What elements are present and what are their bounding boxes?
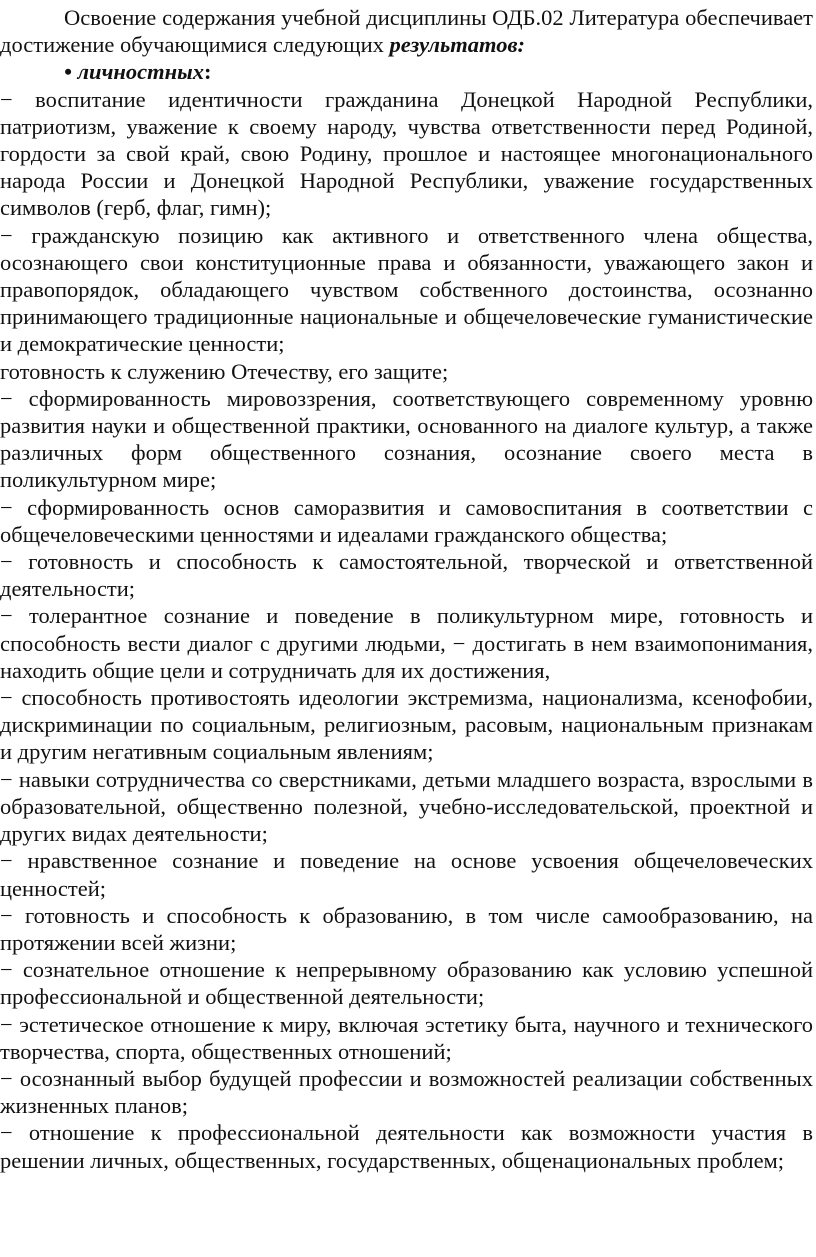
list-item: − готовность и способность к самостоятельной, творческой и ответственной деятельности; (0, 549, 813, 602)
list-item: − навыки сотрудничества со сверстниками, детьми младшего возраста, взрослыми в образовательной, общественно полезной, учебно-исследовательской, проектной и других видах деятельности; (0, 766, 813, 847)
list-item: − гражданскую позицию как активного и ответственного члена общества, осознающего свои конституционные права и обязанности, уважающего закон и правопорядок, обладающего чувством собственного достоинства, осознанно принимающего традиционные национальные и общечеловеческие гуманистические и демократические ценности; (0, 222, 813, 357)
results-list (0, 86, 813, 1174)
intro-emphasis: результатов: (389, 32, 526, 58)
section-colon: : (203, 59, 212, 85)
list-item: − осознанный выбор будущей профессии и возможностей реализации собственных жизненных планов; (0, 1065, 813, 1119)
intro-text: Освоение содержания учебной дисциплины ОДБ.02 Литература обеспечивает достижение обучающимися следующих (0, 5, 813, 58)
list-item: − способность противостоять идеологии экстремизма, национализма, ксенофобии, дискриминации по социальным, религиозным, расовым, национальным признакам и другим негативным социальным явлениям; (0, 685, 813, 765)
list-item: − нравственное сознание и поведение на основе усвоения общечеловеческих ценностей; (0, 848, 813, 901)
list-item: − сформированность мировоззрения, соответствующего современному уровню развития науки и общественной практики, основанного на диалоге культур, а также различных форм общественного сознания, осознание своего места в поликультурном мире; (0, 385, 813, 493)
intro-paragraph (0, 4, 813, 58)
section-heading (0, 58, 813, 85)
list-item: − сознательное отношение к непрерывному образованию как условию успешной профессиональной и общественной деятельности; (0, 957, 813, 1010)
bullet-icon: • (64, 59, 78, 85)
list-item: − воспитание идентичности гражданина Донецкой Народной Республики, патриотизм, уважение к своему народу, чувства ответственности перед Родиной, гордости за свой край, свою Родину, прошлое и настоящее многонационального народа России и Донецкой Народной Республики, уважение государственных символов (герб, флаг, гимн); (0, 86, 813, 221)
list-item: − эстетическое отношение к миру, включая эстетику быта, научного и технического творчества, спорта, общественных отношений; (0, 1011, 813, 1064)
list-item: − отношение к профессиональной деятельности как возможности участия в решении личных, общественных, государственных, общенациональных проблем; (0, 1120, 813, 1173)
section-title: личностных (77, 59, 204, 85)
list-item: − сформированность основ саморазвития и самовоспитания в соответствии с общечеловеческими ценностями и идеалами гражданского общества; (0, 494, 813, 547)
list-item: − толерантное сознание и поведение в поликультурном мире, готовность и способность вести диалог с другими людьми, − достигать в нем взаимопонимания, находить общие цели и сотрудничать для их достижения, (0, 603, 813, 683)
list-item: готовность к служению Отечеству, его защите; (0, 358, 449, 384)
list-item: − готовность и способность к образованию, в том числе самообразованию, на протяжении всей жизни; (0, 902, 813, 955)
